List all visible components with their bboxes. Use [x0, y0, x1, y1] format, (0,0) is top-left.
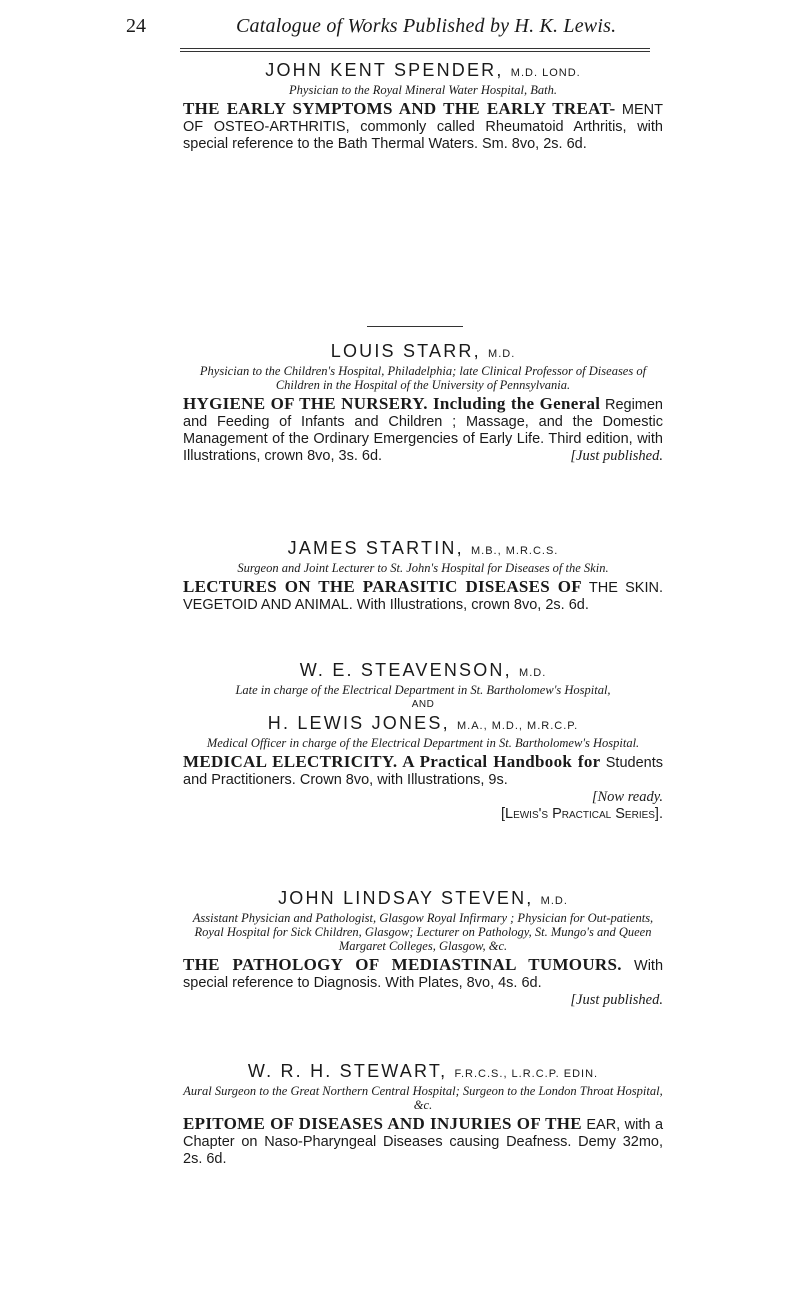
- author-description: Physician to the Children's Hospital, Philadelphia; late Clinical Professor of Diseases of Children in the Hospital of the University of Pennsylvania.: [199, 364, 647, 392]
- entry-body: [183, 395, 663, 465]
- author-description: Late in charge of the Electrical Department in St. Bartholomew's Hospital,: [235, 683, 611, 697]
- entry-steavenson-jones: [183, 660, 663, 823]
- author-name: LOUIS STARR, M.D.: [330, 341, 516, 361]
- series-note: [Lewis's Practical Series].: [500, 806, 663, 822]
- author-name: W. E. STEAVENSON, M.D.: [299, 660, 547, 680]
- work-details: Students and Practitioners. Crown 8vo, with Illustrations, 9s.: [183, 755, 663, 788]
- author-description: Assistant Physician and Pathologist, Glasgow Royal Infirmary ; Physician for Out-patients, Royal Hospital for Sick Children, Glasgow; Lecturer on Pathology, St. Mungo's and Queen Margaret Colleges, Glasgow, &c.: [192, 911, 654, 953]
- entry-startin: [183, 538, 663, 614]
- work-details: EAR, with a Chapter on Naso-Pharyngeal Diseases causing Deafness. Demy 32mo, 2s. 6d.: [183, 1117, 664, 1167]
- publication-note: [Just published.: [570, 448, 663, 464]
- author-name: W. R. H. STEWART, F.R.C.S., L.R.C.P. EDIN.: [247, 1061, 599, 1081]
- entry-body: [183, 753, 663, 789]
- publication-note: [Just published.: [570, 992, 663, 1008]
- work-title: MEDICAL ELECTRICITY. A Practical Handbook for: [183, 752, 601, 771]
- work-details: MENT OF OSTEO-ARTHRITIS, commonly called Rheumatoid Arthritis, with special reference to the Bath Thermal Waters. Sm. 8vo, 2s. 6d.: [183, 102, 663, 152]
- work-title: EPITOME OF DISEASES AND INJURIES OF THE: [183, 1114, 582, 1133]
- entry-body: [183, 1115, 663, 1168]
- work-title: HYGIENE OF THE NURSERY. Including the General: [183, 394, 601, 413]
- author-description: Aural Surgeon to the Great Northern Central Hospital; Surgeon to the London Throat Hospital, &c.: [183, 1084, 663, 1112]
- author-name: JOHN KENT SPENDER, M.D. LOND.: [265, 60, 581, 80]
- publication-note: [Now ready.: [591, 789, 663, 805]
- second-author-description: Medical Officer in charge of the Electrical Department in St. Bartholomew's Hospital.: [206, 736, 640, 750]
- header-rule: [180, 48, 650, 49]
- work-title: THE EARLY SYMPTOMS AND THE EARLY TREAT-: [183, 99, 616, 118]
- author-description: Physician to the Royal Mineral Water Hospital, Bath.: [289, 83, 557, 97]
- work-details: THE SKIN. VEGETOID AND ANIMAL. With Illustrations, crown 8vo, 2s. 6d.: [183, 580, 663, 613]
- author-name: JAMES STARTIN, M.B., M.R.C.S.: [287, 538, 559, 558]
- header-rule-double: [180, 51, 650, 52]
- work-title: LECTURES ON THE PARASITIC DISEASES OF: [183, 577, 582, 596]
- entry-stewart: [183, 1061, 663, 1168]
- second-author-name: H. LEWIS JONES, M.A., M.D., M.R.C.P.: [267, 713, 579, 733]
- entry-spender: [183, 60, 663, 153]
- entry-body: [183, 100, 663, 153]
- separator-rule: [367, 326, 463, 327]
- work-title: THE PATHOLOGY OF MEDIASTINAL TUMOURS.: [183, 955, 622, 974]
- page-header: [126, 15, 726, 41]
- work-details: With special reference to Diagnosis. With Plates, 8vo, 4s. 6d.: [183, 958, 664, 991]
- author-name: JOHN LINDSAY STEVEN, M.D.: [278, 888, 568, 908]
- entry-body: [183, 956, 663, 992]
- entry-body: [183, 578, 663, 614]
- page-number: 24: [126, 15, 146, 37]
- running-title: Catalogue of Works Published by H. K. Lewis.: [236, 15, 617, 37]
- author-description: Surgeon and Joint Lecturer to St. John's Hospital for Diseases of the Skin.: [237, 561, 609, 575]
- and-conjunction: AND: [411, 699, 435, 710]
- entry-steven: [183, 888, 663, 1009]
- entry-starr: [183, 341, 663, 465]
- work-details: Regimen and Feeding of Infants and Children ; Massage, and the Domestic Management of the Ordinary Emergencies of Early Life. Third edition, with Illustrations, crown 8vo, 3s. 6d.: [183, 397, 663, 464]
